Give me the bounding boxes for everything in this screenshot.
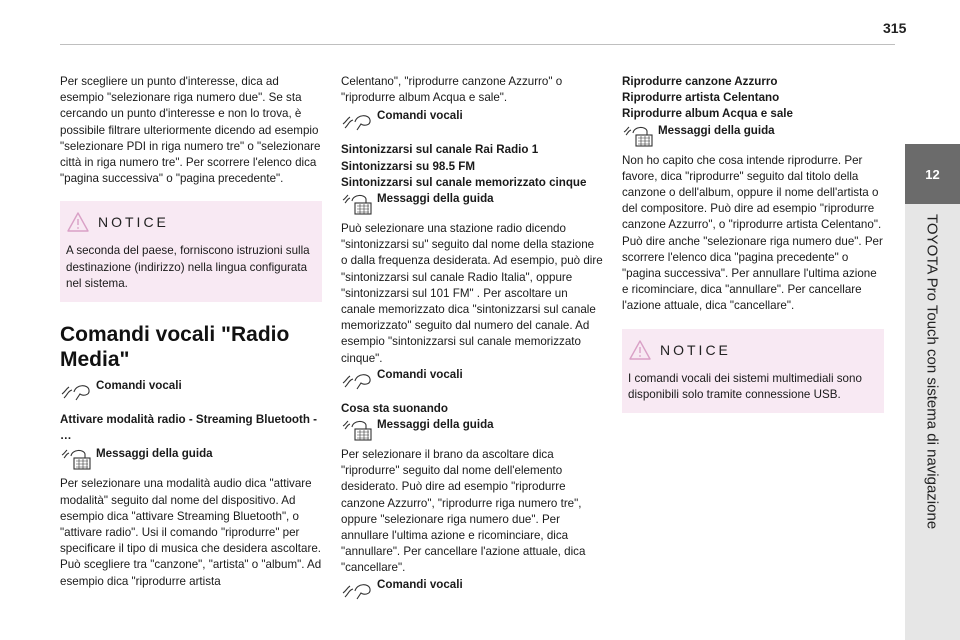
- voice-guide-text: Per selezionare il brano da ascoltare dica "riprodurre" seguito dal nome dell'elemento desiderato. Può dire ad esempio "riprodurre canzone Azzurro", "riprodurre riga numero tre", oppure "selezionare riga numero due". Per annullare l'ultima azione e ricominciare, dica "annullare". Per cancellare l'azione attuale, dica "cancellare".: [341, 448, 586, 575]
- voice-guide-label: Messaggi della guida: [658, 123, 775, 137]
- voice-guide-text: Per selezionare una modalità audio dica "attivare modalità" seguito dal nome del dispositivo. Ad esempio dica "attivare Streaming Bluetooth", o "attivare radio". Usi il comando "riprodurre" per specificare il tipo di musica che desidera ascoltare. Può scegliere tra "canzone", "artista" o "album". Ad esempio dica "riprodurre artista: [60, 477, 322, 588]
- voice-command-list: [341, 142, 603, 191]
- voice-guide-row: [341, 191, 603, 215]
- notice-text: I comandi vocali dei sistemi multimediali sono disponibili solo tramite connessione USB.: [628, 371, 862, 401]
- voice-command-list: [622, 74, 884, 123]
- voice-command-icon: [341, 577, 373, 601]
- column-3: [622, 74, 884, 413]
- warning-triangle-icon: [628, 339, 652, 361]
- voice-guide-label: Messaggi della guida: [377, 192, 494, 206]
- chapter-title: TOYOTA Pro Touch con sistema di navigazione: [923, 214, 941, 530]
- voice-command-label: Comandi vocali: [96, 379, 182, 393]
- voice-guide-label: Messaggi della guida: [96, 447, 213, 461]
- voice-command-label: Comandi vocali: [377, 367, 463, 381]
- voice-command-row: [341, 108, 603, 132]
- header-divider: [60, 44, 895, 45]
- chapter-tab: 12: [905, 144, 960, 204]
- voice-command-line: Riprodurre artista Celentano: [622, 91, 780, 105]
- voice-guide-icon: [341, 417, 373, 441]
- notice-text: A seconda del paese, forniscono istruzioni sulla destinazione (indirizzo) nella lingua configurata nel sistema.: [66, 244, 310, 290]
- voice-guide-row: [622, 123, 884, 147]
- voice-command-label: Comandi vocali: [377, 109, 463, 123]
- voice-command-label: Comandi vocali: [377, 577, 463, 591]
- notice-box: [60, 201, 322, 302]
- voice-command-text: Attivare modalità radio - Streaming Bluetooth - …: [60, 413, 318, 443]
- continued-text: Celentano", "riprodurre canzone Azzurro" o "riprodurre album Acqua e sale".: [341, 75, 563, 105]
- section-title: Comandi vocali "Radio Media": [60, 323, 290, 372]
- voice-command-line: Riprodurre album Acqua e sale: [622, 107, 793, 121]
- voice-guide-text: Può selezionare una stazione radio dicendo "sintonizzarsi su" seguito dal nome della stazione o dalla frequenza desiderata. Ad esempio, può dire "sintonizzarsi sul canale Radio Italia", oppure "sintonizzarsi sul 101 FM" . Per ascoltare un canale memorizzato dica "sintonizzarsi sul canale memorizzato" seguito dal numero del canale. Ad esempio "sintonizzarsi sul canale memorizzato cinque".: [341, 222, 603, 365]
- notice-title: NOTICE: [660, 341, 731, 358]
- notice-title: NOTICE: [98, 214, 169, 231]
- voice-command-row: [60, 378, 322, 402]
- intro-paragraph: Per scegliere un punto d'interesse, dica ad esempio "selezionare riga numero due". Se sta cercando un punto d'interesse e non lo trova, è possibile filtrare ulteriormente dicendo ad esempio "selezionare PDI in riga numero tre" o "selezionare città in riga numero tre". Per scorrere l'elenco dica "pagina successiva" o "pagina precedente".: [60, 75, 321, 186]
- voice-guide-row: [60, 446, 322, 470]
- voice-command-line: Riprodurre canzone Azzurro: [622, 75, 778, 88]
- column-2: [341, 74, 603, 601]
- voice-command-line: Sintonizzarsi su 98.5 FM: [341, 159, 476, 173]
- voice-command-text: Cosa sta suonando: [341, 401, 448, 415]
- voice-guide-row: [341, 417, 603, 441]
- voice-command-icon: [341, 367, 373, 391]
- voice-command-row: [341, 367, 603, 391]
- warning-triangle-icon: [66, 211, 90, 233]
- voice-guide-text: Non ho capito che cosa intende riprodurre. Per favore, dica "riprodurre" seguito dal titolo della canzone o dell'album, oppure il nome dell'artista o del compositore. Può dire ad esempio "riprodurre canzone Azzurro", o "riprodurre artista Celentano". Può dire anche "selezionare riga numero due". Per scorrere l'elenco dica "pagina precedente" o "pagina successiva". Per annullare l'ultima azione e ricominciare, dica "annullare". Per cancellare l'azione attuale, dica "cancellare".: [622, 153, 883, 313]
- voice-guide-icon: [341, 191, 373, 215]
- page-number: 315: [883, 20, 907, 36]
- voice-command-line: Sintonizzarsi sul canale Rai Radio 1: [341, 143, 539, 157]
- voice-guide-label: Messaggi della guida: [377, 418, 494, 432]
- voice-command-icon: [60, 378, 92, 402]
- voice-command-row: [341, 577, 603, 601]
- voice-command-icon: [341, 108, 373, 132]
- column-1: [60, 74, 322, 590]
- voice-guide-icon: [60, 446, 92, 470]
- notice-box: [622, 329, 884, 413]
- voice-command-line: Sintonizzarsi sul canale memorizzato cinque: [341, 175, 587, 189]
- voice-guide-icon: [622, 123, 654, 147]
